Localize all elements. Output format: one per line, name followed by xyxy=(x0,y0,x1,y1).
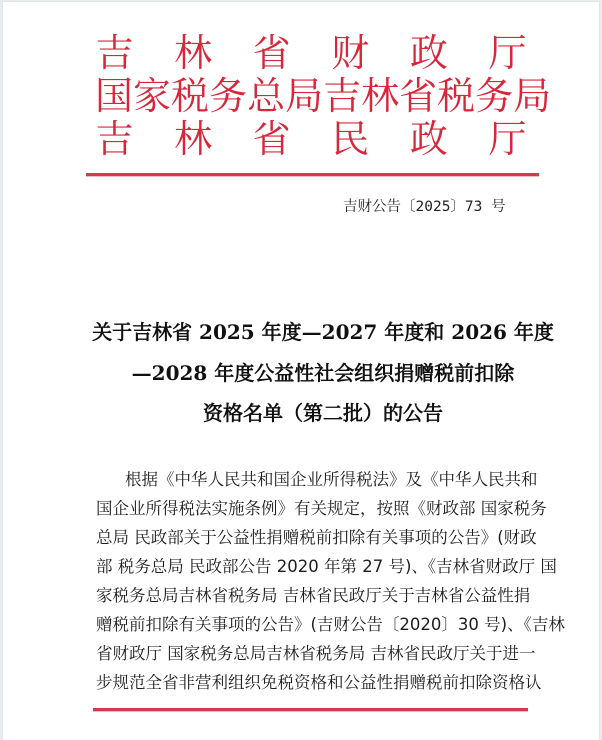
letterhead-char: 政 xyxy=(409,31,448,75)
letterhead-char: 省 xyxy=(399,74,438,118)
page-bottom-divider xyxy=(93,708,528,711)
letterhead-char: 务 xyxy=(475,74,514,118)
letterhead-char: 林 xyxy=(361,74,400,118)
body-line: 根据《中华人民共和国企业所得税法》及《中华人民共和 xyxy=(125,470,538,489)
issuer-civil-affairs-department xyxy=(95,118,527,160)
letterhead-divider xyxy=(86,173,539,176)
letterhead-char: 民 xyxy=(331,117,370,161)
title-line-2: —2028 年度公益性社会组织捐赠税前扣除 xyxy=(131,361,515,385)
letterhead-char: 省 xyxy=(252,31,291,75)
body-line: 省财政厅 国家税务总局吉林省税务局 吉林省民政厅关于进一 xyxy=(96,644,536,663)
title-line-3: 资格名单（第二批）的公告 xyxy=(203,401,443,425)
letterhead-char: 局 xyxy=(513,74,552,118)
letterhead-char: 林 xyxy=(174,117,213,161)
letterhead-char: 吉 xyxy=(323,74,362,118)
letterhead-char: 政 xyxy=(409,117,448,161)
letterhead-char: 国 xyxy=(95,74,134,118)
letterhead-char: 厅 xyxy=(488,31,527,75)
issuer-finance-department xyxy=(95,32,527,74)
letterhead-char: 林 xyxy=(174,31,213,75)
letterhead-char: 省 xyxy=(252,117,291,161)
letterhead-char: 吉 xyxy=(95,31,134,75)
issuer-tax-bureau xyxy=(95,74,552,118)
body-line: 国企业所得税法实施条例》有关规定，按照《财政部 国家税务 xyxy=(96,499,547,518)
document-number: 吉财公告〔2025〕73 号 xyxy=(343,199,506,215)
letterhead-char: 家 xyxy=(133,74,172,118)
letterhead-char: 财 xyxy=(331,31,370,75)
body-line: 家税务总局吉林省税务局 吉林省民政厅关于吉林省公益性捐 xyxy=(96,586,531,605)
letterhead-char: 总 xyxy=(247,74,286,118)
body-line: 赠税前扣除有关事项的公告》(吉财公告〔2020〕30 号)、《吉林 xyxy=(96,615,565,634)
title-line-1: 关于吉林省 2025 年度—2027 年度和 2026 年度 xyxy=(92,320,554,344)
letterhead-char: 务 xyxy=(209,74,248,118)
body-line: 总局 民政部关于公益性捐赠税前扣除有关事项的公告》(财政 xyxy=(96,528,537,547)
body-line: 部 税务总局 民政部公告 2020 年第 27 号)、《吉林省财政厅 国 xyxy=(96,557,557,576)
document-page xyxy=(3,2,599,740)
body-line: 步规范全省非营利组织免税资格和公益性捐赠税前扣除资格认 xyxy=(96,673,542,692)
letterhead-char: 局 xyxy=(285,74,324,118)
letterhead-char: 厅 xyxy=(488,117,527,161)
letterhead-char: 税 xyxy=(437,74,476,118)
letterhead-char: 吉 xyxy=(95,117,134,161)
letterhead-char: 税 xyxy=(171,74,210,118)
